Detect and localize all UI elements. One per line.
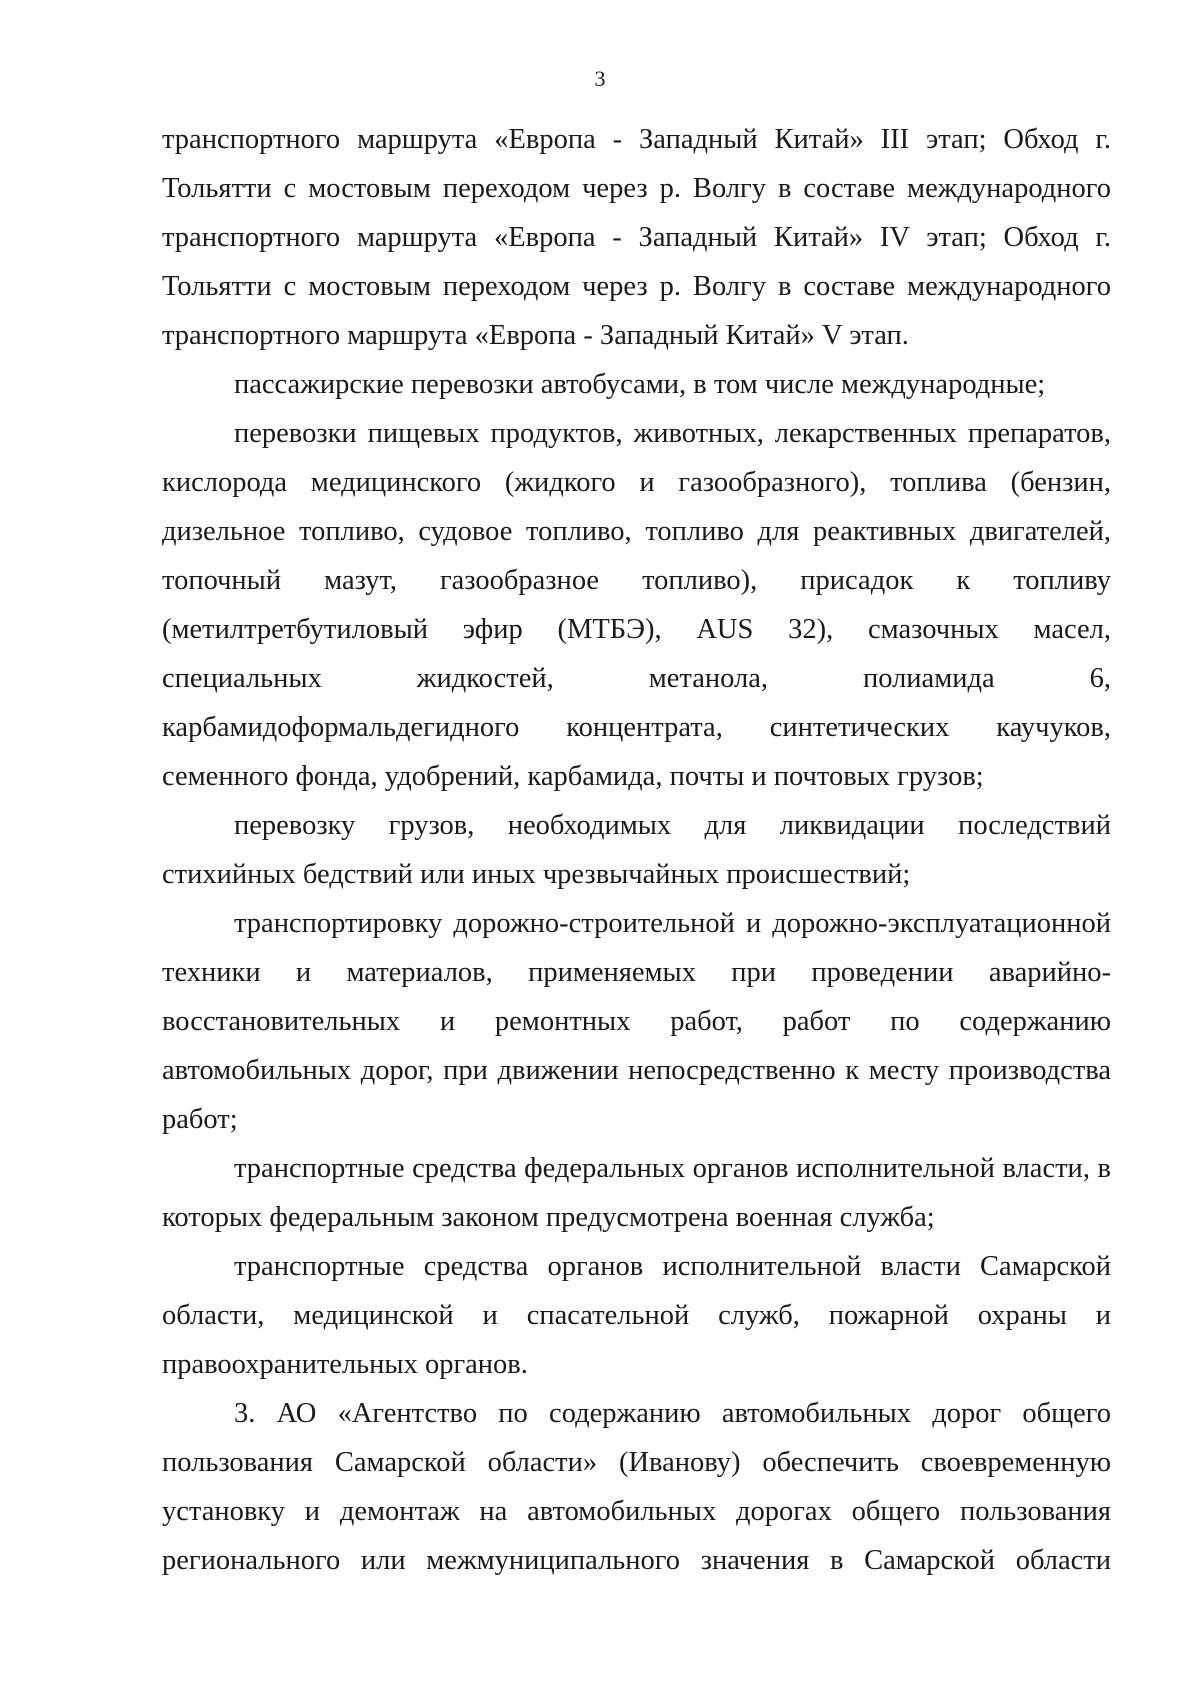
paragraph-road-machinery: транспортировку дорожно-строительной и дорожно-эксплуатационной техники и материалов, применяемых при проведении аварийно-восстановительных и ремонтных работ, работ по содержанию автомобильных дорог, при движении непосредственно к месту производства работ;: [162, 908, 1111, 1135]
paragraph-regional-services: транспортные средства органов исполнительной власти Самарской области, медицинской и спасательной служб, пожарной охраны и правоохранительных органов.: [162, 1251, 1111, 1380]
paragraph-federal-vehicles: транспортные средства федеральных органов исполнительной власти, в которых федеральным законом предусмотрена военная служба;: [162, 1153, 1111, 1233]
page-number: 3: [594, 66, 606, 91]
paragraph-route-continuation: транспортного маршрута «Европа - Западный Китай» III этап; Обход г. Тольятти с мостовым переходом через р. Волгу в составе международного транспортного маршрута «Европа - Западный Китай» IV этап; Обход г. Тольятти с мостовым переходом через р. Волгу в составе международного транспортного маршрута «Европа - Западный Китай» V этап.: [162, 124, 1111, 351]
paragraph-passenger-transport: пассажирские перевозки автобусами, в том числе международные;: [234, 369, 1046, 400]
paragraph-goods-transport: перевозки пищевых продуктов, животных, лекарственных препаратов, кислорода медицинского (жидкого и газообразного), топлива (бензин, дизельное топливо, судовое топливо, топливо для реактивных двигателей, топочный мазут, газообразное топливо), присадок к топливу (метилтретбутиловый эфир (МТБЭ), AUS 32), смазочных масел, специальных жидкостей, метанола, полиамида 6, карбамидоформальдегидного концентрата, синтетических каучуков, семенного фонда, удобрений, карбамида, почты и почтовых грузов;: [162, 418, 1111, 792]
document-body: [162, 115, 1111, 1585]
paragraph-emergency-cargo: перевозку грузов, необходимых для ликвидации последствий стихийных бедствий или иных чрезвычайных происшествий;: [162, 810, 1111, 890]
paragraph-agency-instruction: 3. АО «Агентство по содержанию автомобильных дорог общего пользования Самарской области» (Иванову) обеспечить своевременную установку и демонтаж на автомобильных дорогах общего пользования регионального или межмуниципального значения в Самарской области: [162, 1398, 1111, 1576]
